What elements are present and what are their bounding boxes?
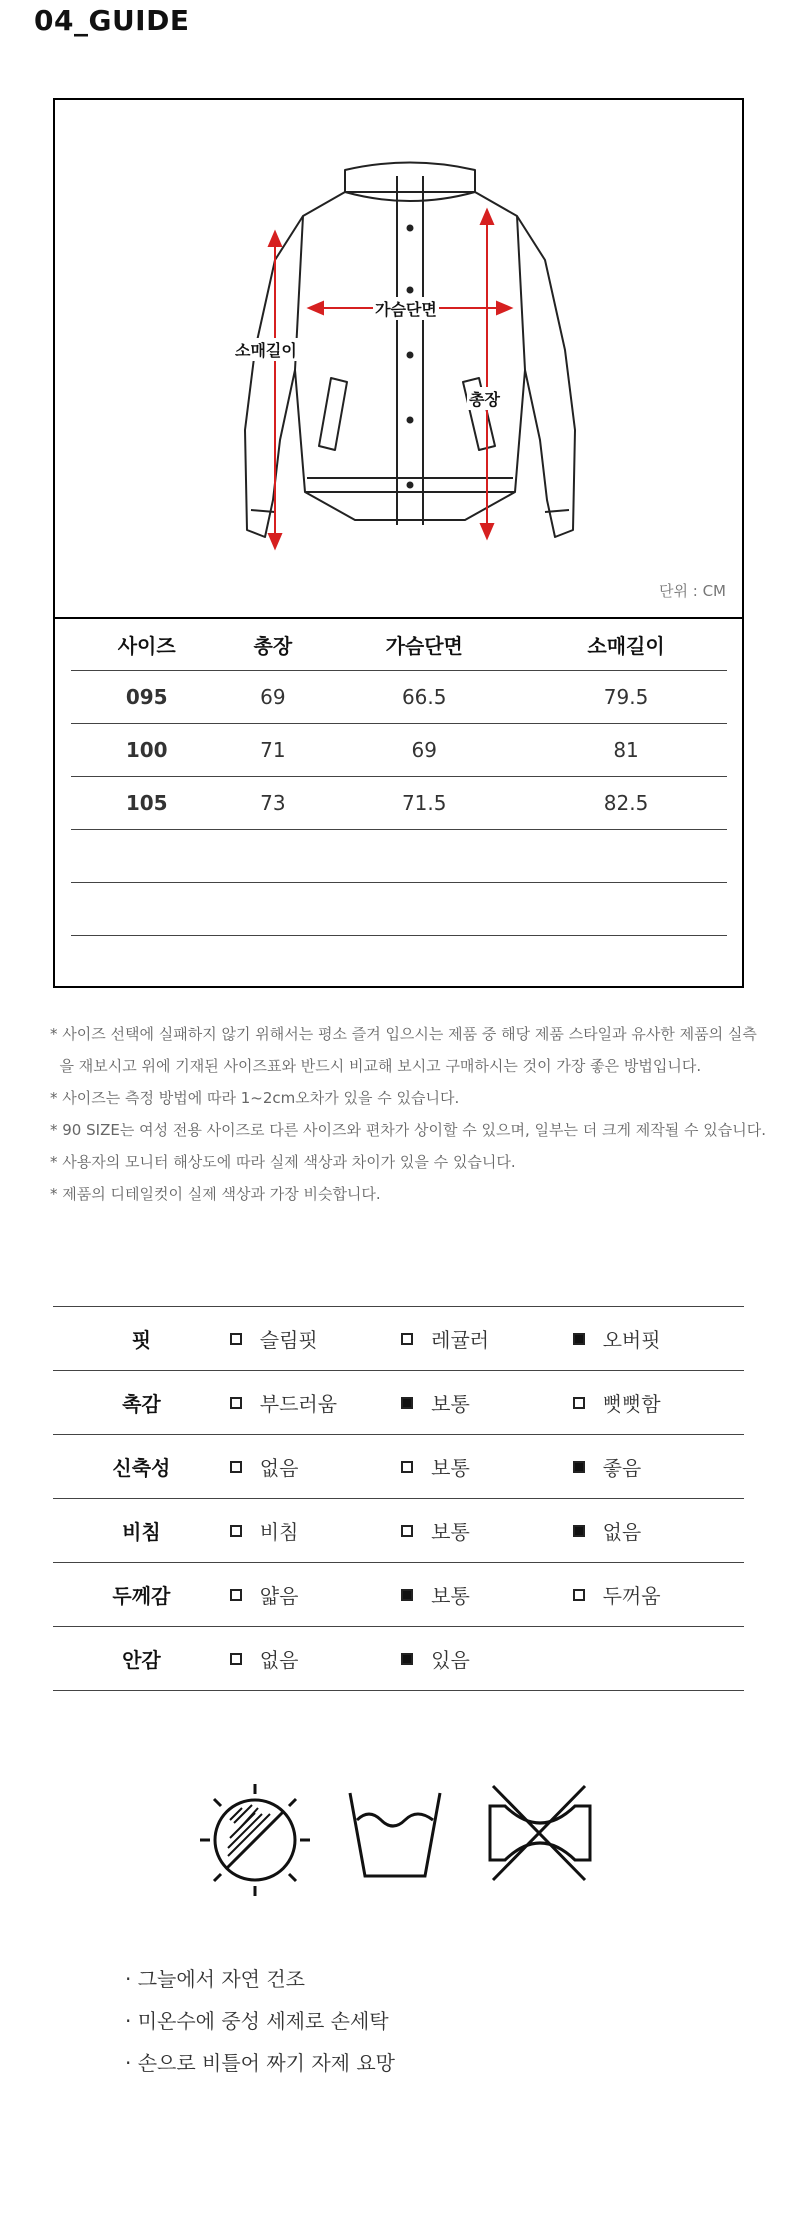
- table-row: [71, 671, 727, 724]
- note-line: * 사이즈 선택에 실패하지 않기 위해서는 평소 즐겨 입으시는 제품 중 해당 제품 스타일과 유사한 제품의 실측: [50, 1025, 757, 1043]
- page-title: 04_GUIDE: [34, 4, 190, 37]
- sleeve-value: 79.5: [525, 671, 727, 724]
- checkbox-icon: [573, 1333, 585, 1345]
- checkbox-icon: [230, 1589, 242, 1601]
- attr-name: 안감: [53, 1627, 230, 1691]
- checkbox-icon: [401, 1461, 413, 1473]
- unit-label: 단위 : CM: [659, 582, 726, 600]
- header-size: 사이즈: [71, 618, 222, 671]
- attr-row-lining: [53, 1627, 744, 1691]
- do-not-wring-icon: [485, 1778, 595, 1888]
- checkbox-icon: [573, 1525, 585, 1537]
- chest-value: 71.5: [323, 777, 525, 830]
- attr-name: 두께감: [53, 1563, 230, 1627]
- attr-name: 촉감: [53, 1371, 230, 1435]
- checkbox-icon: [230, 1461, 242, 1473]
- option-label: 부드러움: [259, 1392, 338, 1416]
- checkbox-icon: [230, 1397, 242, 1409]
- option-label: 두꺼움: [602, 1584, 661, 1608]
- chest-value: 69: [323, 724, 525, 777]
- option-label: 비침: [259, 1520, 299, 1544]
- length-value: 69: [222, 671, 323, 724]
- note-line: 을 재보시고 위에 기재된 사이즈표와 반드시 비교해 보시고 구매하시는 것이 가장 좋은 방법입니다.: [50, 1057, 702, 1075]
- attr-name: 신축성: [53, 1435, 230, 1499]
- fabric-attribute-table: [53, 1306, 744, 1691]
- checkbox-icon: [401, 1589, 413, 1601]
- table-row: [71, 777, 727, 830]
- care-instructions: [125, 1958, 395, 2084]
- table-row: [71, 724, 727, 777]
- option-label: 보통: [431, 1520, 470, 1544]
- table-header-row: [71, 618, 727, 671]
- sleeve-value: 81: [525, 724, 727, 777]
- jacket-diagram: [55, 100, 742, 617]
- empty-row: [71, 936, 727, 989]
- attr-row-touch: [53, 1371, 744, 1435]
- care-item: · 그늘에서 자연 건조: [125, 1967, 305, 1991]
- dry-in-shade-icon: [200, 1778, 310, 1898]
- empty-row: [71, 830, 727, 883]
- option-label: 슬림핏: [259, 1328, 318, 1352]
- care-icons: [200, 1778, 600, 1898]
- care-item: · 손으로 비틀어 짜기 자제 요망: [125, 2051, 395, 2075]
- option-label: 없음: [259, 1648, 299, 1672]
- size-value: 105: [71, 777, 222, 830]
- care-item: · 미온수에 중성 세제로 손세탁: [125, 2009, 389, 2033]
- attr-row-stretch: [53, 1435, 744, 1499]
- checkbox-icon: [573, 1589, 585, 1601]
- attr-row-sheerness: [53, 1499, 744, 1563]
- option-label: 얇음: [259, 1584, 299, 1608]
- header-length: 총장: [222, 618, 323, 671]
- header-sleeve: 소매길이: [525, 618, 727, 671]
- sleeve-label: 소매길이: [233, 338, 299, 361]
- option-label: 없음: [602, 1520, 642, 1544]
- option-label: 있음: [431, 1648, 470, 1672]
- option-label: 보통: [431, 1584, 470, 1608]
- option-label: 뻣뻣함: [602, 1392, 661, 1416]
- size-value: 095: [71, 671, 222, 724]
- attr-row-fit: [53, 1307, 744, 1371]
- length-value: 73: [222, 777, 323, 830]
- option-label: 좋음: [602, 1456, 642, 1480]
- note-line: * 사이즈는 측정 방법에 따라 1~2cm오차가 있을 수 있습니다.: [50, 1089, 460, 1107]
- note-line: * 제품의 디테일컷이 실제 색상과 가장 비슷합니다.: [50, 1185, 381, 1203]
- checkbox-icon: [573, 1461, 585, 1473]
- size-guide-box: [53, 98, 744, 988]
- size-table: [71, 618, 727, 988]
- checkbox-icon: [230, 1333, 242, 1345]
- checkbox-icon: [230, 1653, 242, 1665]
- option-label: 보통: [431, 1392, 470, 1416]
- option-label: 오버핏: [602, 1328, 661, 1352]
- checkbox-icon: [401, 1653, 413, 1665]
- option-label: 보통: [431, 1456, 470, 1480]
- jacket-illustration: [55, 100, 742, 617]
- attr-row-thickness: [53, 1563, 744, 1627]
- option-label: 레귤러: [431, 1328, 490, 1352]
- checkbox-icon: [401, 1333, 413, 1345]
- checkbox-icon: [230, 1525, 242, 1537]
- size-notes: [50, 1018, 770, 1210]
- checkbox-icon: [401, 1397, 413, 1409]
- option-label: 없음: [259, 1456, 299, 1480]
- length-label: 총장: [467, 387, 502, 410]
- hand-wash-icon: [345, 1778, 445, 1888]
- chest-value: 66.5: [323, 671, 525, 724]
- header-chest: 가슴단면: [323, 618, 525, 671]
- checkbox-icon: [573, 1397, 585, 1409]
- length-value: 71: [222, 724, 323, 777]
- empty-row: [71, 883, 727, 936]
- attr-name: 핏: [53, 1307, 230, 1371]
- note-line: * 사용자의 모니터 해상도에 따라 실제 색상과 차이가 있을 수 있습니다.: [50, 1153, 516, 1171]
- attr-name: 비침: [53, 1499, 230, 1563]
- size-value: 100: [71, 724, 222, 777]
- checkbox-icon: [401, 1525, 413, 1537]
- sleeve-value: 82.5: [525, 777, 727, 830]
- note-line: * 90 SIZE는 여성 전용 사이즈로 다른 사이즈와 편차가 상이할 수 있으며, 일부는 더 크게 제작될 수 있습니다.: [50, 1121, 766, 1139]
- chest-label: 가슴단면: [373, 297, 439, 320]
